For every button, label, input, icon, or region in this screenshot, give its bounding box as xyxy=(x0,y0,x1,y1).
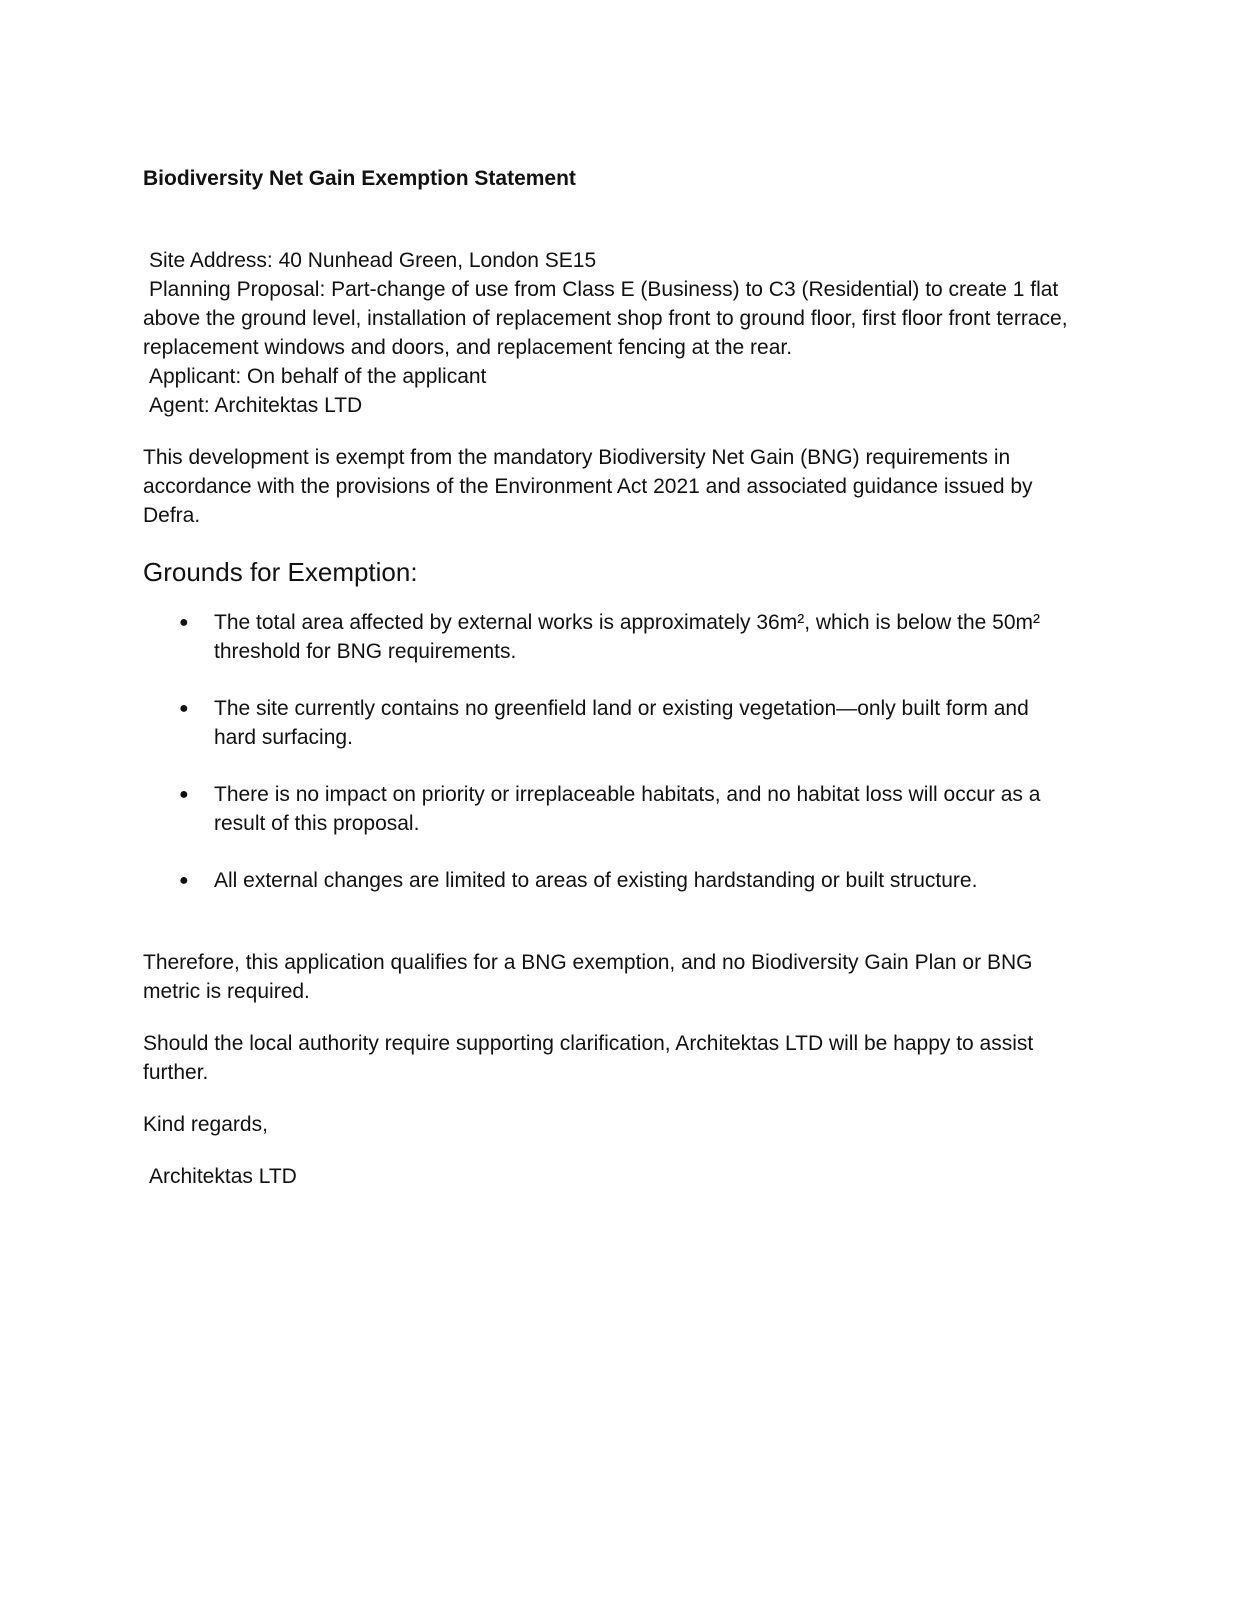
ground-text-habitats: There is no impact on priority or irreplaceable habitats, and no habitat loss will occur as a result of this proposal. xyxy=(214,783,1041,835)
grounds-heading: Grounds for Exemption: xyxy=(143,557,418,587)
signature: Architektas LTD xyxy=(149,1165,297,1188)
bullet-icon: ● xyxy=(179,872,189,889)
closing: Kind regards, xyxy=(143,1113,268,1136)
bullet-icon: ● xyxy=(179,614,189,631)
ground-text-area: The total area affected by external works is approximately 36m², which is below the 50m² threshold for BNG requirements. xyxy=(214,611,1040,663)
bullet-icon: ● xyxy=(179,700,189,717)
conclusion-paragraph: Therefore, this application qualifies for a BNG exemption, and no Biodiversity Gain Plan or BNG metric is required. xyxy=(143,951,1033,1003)
exemption-paragraph: This development is exempt from the mandatory Biodiversity Net Gain (BNG) requirements in accordance with the provisions of the Environment Act 2021 and associated guidance issued by Defra. xyxy=(143,446,1033,527)
assistance-paragraph: Should the local authority require supporting clarification, Architektas LTD will be happy to assist further. xyxy=(143,1032,1034,1084)
agent: Agent: Architektas LTD xyxy=(149,394,363,417)
grounds-list xyxy=(143,608,1083,895)
list-item xyxy=(143,694,1074,752)
ground-text-changes: All external changes are limited to areas of existing hardstanding or built structure. xyxy=(214,869,978,892)
list-item xyxy=(143,866,1074,895)
list-item xyxy=(143,780,1074,838)
bullet-icon: ● xyxy=(179,786,189,803)
ground-text-site: The site currently contains no greenfield land or existing vegetation—only built form and hard surfacing. xyxy=(214,697,1029,749)
project-info-block xyxy=(143,246,1083,420)
document-title: Biodiversity Net Gain Exemption Statement xyxy=(143,167,576,190)
document-body xyxy=(143,164,1083,1191)
applicant: Applicant: On behalf of the applicant xyxy=(149,365,487,388)
list-item xyxy=(143,608,1074,666)
planning-proposal xyxy=(143,275,1083,362)
planning-proposal-text: Planning Proposal: Part-change of use from Class E (Business) to C3 (Residential) to create 1 flat above the ground level, installation of replacement shop front to ground floor, first floor front terrace, replacement windows and doors, and replacement fencing at the rear. xyxy=(143,278,1068,359)
site-address: Site Address: 40 Nunhead Green, London SE15 xyxy=(149,249,597,272)
